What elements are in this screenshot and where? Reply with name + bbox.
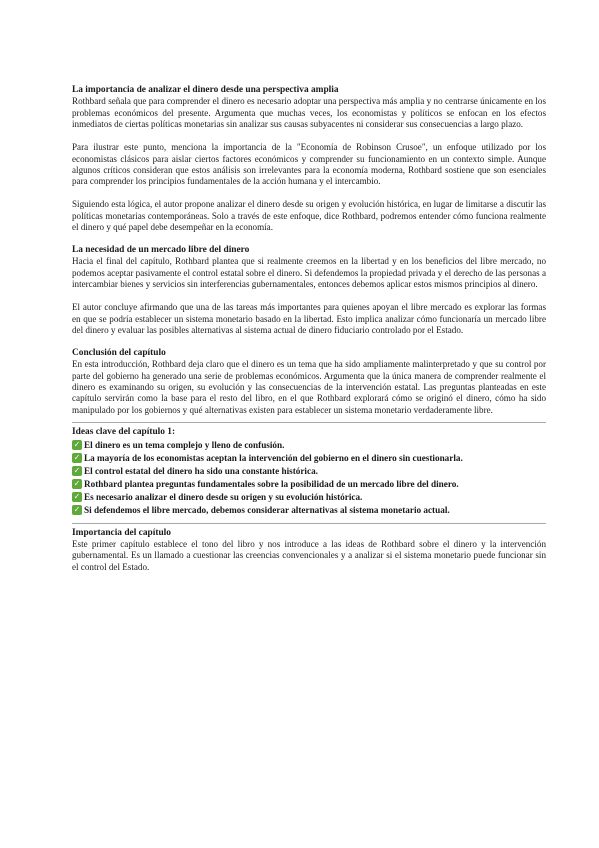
paragraph: Para ilustrar este punto, menciona la importancia de la "Economía de Robinson Crusoe", un enfoque utilizado por los economistas clásicos para aislar ciertos factores económicos y comprender su funcionamiento en un contexto simple. Aunque algunos críticos consideran que estos análisis son irrelevantes para la economía moderna, Rothbard sostiene que son esenciales para comprender los principios fundamentales de la acción humana y el intercambio.: [72, 142, 546, 187]
list-item-text: Si defendemos el libre mercado, debemos considerar alternativas al sistema monetario actual.: [84, 504, 450, 515]
check-mark-icon: ✓: [73, 440, 81, 450]
section-heading: Conclusión del capítulo: [72, 347, 166, 358]
list-item: [72, 504, 546, 517]
document-page: [72, 85, 546, 573]
divider: [72, 523, 546, 524]
paragraph: Siguiendo esta lógica, el autor propone analizar el dinero desde su origen y evolución histórica, en lugar de limitarse a discutir las políticas monetarias contemporáneas. Solo a través de este enfoque, dice Rothbard, podremos entender cómo funciona realmente el dinero y qué papel debe desempeñar en la economía.: [72, 199, 546, 233]
paragraph: El autor concluye afirmando que una de las tareas más importantes para quienes apoyan el libre mercado es explorar las formas en que se podría establecer un sistema monetario basado en la libertad. Esto implica analizar cómo funcionaría un mercado libre del dinero y evaluar las posibles alternativas al sistema actual de dinero fiduciario controlado por el Estado.: [72, 302, 546, 335]
list-item-text: Rothbard plantea preguntas fundamentales sobre la posibilidad de un mercado libre del dinero.: [84, 478, 459, 489]
list-item: [72, 439, 546, 452]
list-item-text: El dinero es un tema complejo y lleno de confusión.: [84, 439, 285, 450]
list-item: [72, 465, 546, 478]
paragraph: Hacia el final del capítulo, Rothbard plantea que si realmente creemos en la libertad y en los beneficios del libre mercado, no podemos aceptar pasivamente el control estatal sobre el dinero. Si defendemos la propiedad privada y el derecho de las personas a intercambiar bienes y servicios sin interferencias gubernamentales, entonces debemos aplicar estos mismos principios al dinero.: [72, 256, 546, 290]
list-item: [72, 452, 546, 465]
paragraph: En esta introducción, Rothbard deja claro que el dinero es un tema que ha sido ampliamente malinterpretado y que su control por parte del gobierno ha generado una serie de problemas económicos. Argumenta que la única manera de comprender realmente el dinero es examinando su origen, su evolución y las consecuencias de la intervención estatal. Las preguntas planteadas en este capítulo servirán como la base para el resto del libro, en el que Rothbard explorará cómo se originó el dinero, cómo ha sido manipulado por los gobiernos y qué alternativas existen para establecer un sistema monetario verdaderamente libre.: [72, 359, 546, 415]
paragraph: Este primer capítulo establece el tono del libro y nos introduce a las ideas de Rothbard sobre el dinero y la intervención gubernamental. Es un llamado a cuestionar las creencias convencionales y a analizar si el sistema monetario puede funcionar sin el control del Estado.: [72, 539, 546, 572]
list-item-text: El control estatal del dinero ha sido una constante histórica.: [84, 465, 318, 476]
list-item-text: La mayoría de los economistas aceptan la intervención del gobierno en el dinero sin cuestionarla.: [84, 452, 463, 463]
section-heading: La necesidad de un mercado libre del dinero: [72, 244, 250, 255]
check-mark-icon: ✓: [73, 505, 81, 515]
check-mark-icon: ✓: [73, 453, 81, 463]
key-ideas-list: [72, 439, 546, 517]
check-mark-icon: ✓: [73, 466, 81, 476]
section-heading: La importancia de analizar el dinero desde una perspectiva amplia: [72, 85, 339, 95]
list-item: [72, 478, 546, 491]
list-item-text: Es necesario analizar el dinero desde su origen y su evolución histórica.: [84, 491, 363, 502]
key-ideas-heading: Ideas clave del capítulo 1:: [72, 427, 176, 438]
check-mark-icon: ✓: [73, 479, 81, 489]
divider: [72, 422, 546, 423]
check-mark-icon: ✓: [73, 492, 81, 502]
section-heading: Importancia del capítulo: [72, 527, 171, 538]
paragraph: Rothbard señala que para comprender el dinero es necesario adoptar una perspectiva más amplia y no centrarse únicamente en los problemas económicos del presente. Argumenta que muchas veces, los economistas y políticos se enfocan en los efectos inmediatos de ciertas políticas monetarias sin analizar sus causas subyacentes ni considerar sus consecuencias a largo plazo.: [72, 96, 546, 130]
list-item: [72, 491, 546, 504]
